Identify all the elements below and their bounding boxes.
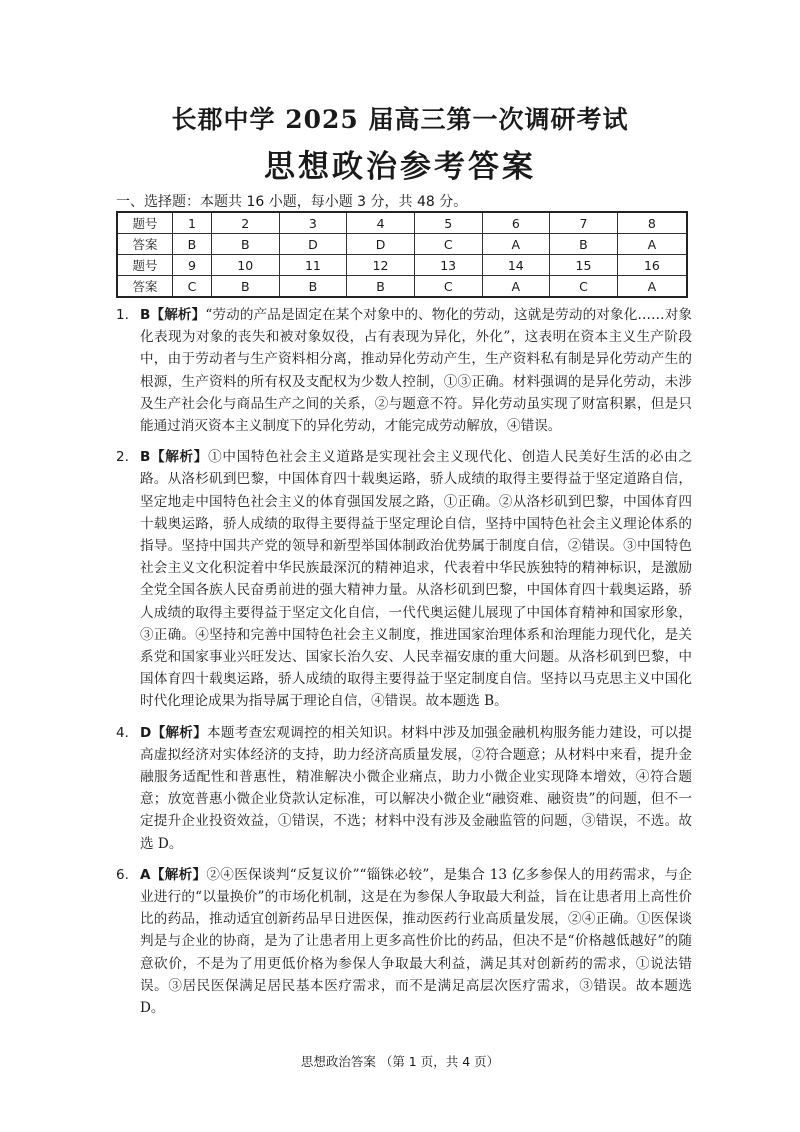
answer-letter: C (550, 276, 618, 298)
answer-letter: A (617, 276, 687, 298)
explanation-answer: A (140, 866, 151, 883)
answer-letter: D (279, 234, 347, 255)
question-number: 3 (279, 212, 347, 234)
answer-row-1 (117, 234, 687, 255)
exam-subtitle: 思想政治参考答案 (264, 149, 536, 185)
explanation-text: ①中国特色社会主义道路是实现社会主义现代化、创造人民美好生活的必由之路。从洛杉矶到巴黎，中国体育四十载奥运路，骄人成绩的取得主要得益于坚定道路自信，坚定地走中国特色社会主义的体育强国发展之路，①正确。②从洛杉矶到巴黎，中国体育四十载奥运路，骄人成绩的取得主要得益于坚定理论自信，坚持中国特色社会主义理论体系的指导。坚持中国共产党的领导和新型举国体制政治优势属于制度自信，②错误。③中国特色社会主义文化积淀着中华民族最深沉的精神追求，代表着中华民族独特的精神标识，是激励全党全国各族人民奋勇前进的强大精神力量。从洛杉矶到巴黎，中国体育四十载奥运路，骄人成绩的取得主要得益于坚定文化自信，一代代奥运健儿展现了中国体育精神和国家形象，③正确。④坚持和完善中国特色社会主义制度，推进国家治理体系和治理能力现代化，是关系党和国家事业兴旺发达、国家长治久安、人民幸福安康的重大问题。从洛杉矶到巴黎，中国体育四十载奥运路，骄人成绩的取得主要得益于坚定制度自信。坚持以马克思主义中国化时代化理论成果为指导属于理论自信，④错误。故本题选 B。 (140, 449, 693, 710)
explanation-item (116, 304, 692, 437)
explanation-tag: 【解析】 (151, 724, 208, 741)
question-number: 8 (617, 212, 687, 234)
question-number: 13 (414, 255, 482, 276)
explanation-tag: 【解析】 (150, 307, 206, 323)
question-number: 9 (173, 255, 212, 276)
question-row-label: 题号 (117, 255, 173, 276)
answer-letter: C (414, 276, 482, 298)
answer-letter: B (173, 234, 212, 255)
explanation-tag: 【解析】 (150, 449, 209, 466)
explanation-text: 本题考查宏观调控的相关知识。材料中涉及加强金融机构服务能力建设，可以提高虚拟经济对实体经济的支持，助力经济高质量发展，②符合题意；从材料中来看，提升金融服务适配性和普惠性，精准解决小微企业痛点，助力小微企业实现降本增效，④符合题意；放宽普惠小微企业贷款认定标准，可以解决小微企业“融资难、融资贵”的问题，但不一定提升企业投资效益，①错误，不选；材料中没有涉及金融监管的问题，③错误，不选。故选 D。 (140, 724, 693, 852)
question-number: 12 (347, 255, 415, 276)
explanation-number: 4. (116, 724, 129, 741)
explanation-answer: B (140, 449, 151, 466)
page-footer: 思想政治答案 （第 1 页，共 4 页） (300, 1054, 500, 1069)
explanation-item (116, 722, 692, 855)
section-heading: 一、选择题：本题共 16 小题，每小题 3 分，共 48 分。 (116, 194, 468, 210)
question-row-1 (117, 212, 687, 234)
question-number: 14 (482, 255, 550, 276)
question-number: 10 (211, 255, 279, 276)
question-number: 7 (550, 212, 618, 234)
answer-letter: B (550, 234, 618, 255)
explanation-number: 2. (116, 449, 129, 466)
explanation-text: ②④医保谈判“反复议价”“锱铢必较”，是集合 13 亿多参保人的用药需求，与企业进行的“以量换价”的市场化机制，这是在为参保人争取最大利益，旨在让患者用上高性价比的药品，推动适宜创新药品早日进医保，推动医药行业高质量发展，②④正确。①医保谈判是与企业的协商，是为了让患者用上更多高性价比的药品，但决不是“价格越低越好”的随意砍价，不是为了用更低价格为参保人争取最大利益，满足其对创新药的需求，①说法错误。③居民医保满足居民基本医疗需求，而不是满足高层次医疗需求，③错误。故本题选 D。 (140, 866, 692, 1017)
question-number: 11 (279, 255, 347, 276)
question-number: 16 (617, 255, 687, 276)
explanation-item (116, 864, 692, 1019)
answer-letter: B (279, 276, 347, 298)
answer-row-label: 答案 (117, 234, 173, 255)
question-number: 1 (173, 212, 212, 234)
question-number: 6 (482, 212, 550, 234)
explanation-number: 1. (116, 307, 129, 323)
question-number: 2 (211, 212, 279, 234)
answer-letter: A (482, 276, 550, 298)
answer-letter: A (482, 234, 550, 255)
question-number: 15 (550, 255, 618, 276)
answer-table (116, 211, 688, 298)
answer-letter: C (414, 234, 482, 255)
explanation-item (116, 446, 692, 712)
exam-title: 长郡中学 2025 届高三第一次调研考试 (171, 105, 629, 134)
answer-letter: A (617, 234, 687, 255)
explanation-number: 6. (116, 866, 129, 883)
explanation-tag: 【解析】 (150, 866, 207, 883)
question-row-2 (117, 255, 687, 276)
answer-row-2 (117, 276, 687, 298)
question-number: 5 (414, 212, 482, 234)
question-row-label: 题号 (117, 212, 173, 234)
explanation-text: “劳动的产品是固定在某个对象中的、物化的劳动，这就是劳动的对象化……对象化表现为对象的丧失和被对象奴役，占有表现为异化，外化”，这表明在资本主义生产阶段中，由于劳动者与生产资料相分离，推动异化劳动产生，生产资料私有制是异化劳动产生的根源，生产资料的所有权及支配权为少数人控制，①③正确。材料强调的是异化劳动，未涉及生产社会化与商品生产之间的关系，②与题意不符。异化劳动虽实现了财富积累，但是只能通过消灭资本主义制度下的异化劳动，才能完成劳动解放，④错误。 (140, 307, 693, 435)
explanation-answer: B (140, 307, 151, 323)
explanation-answer: D (140, 724, 152, 741)
answer-letter: C (173, 276, 212, 298)
answer-letter: B (211, 276, 279, 298)
answer-letter: B (347, 276, 415, 298)
answer-letter: B (211, 234, 279, 255)
answer-row-label: 答案 (117, 276, 173, 298)
explanation-list (116, 304, 692, 1028)
question-number: 4 (347, 212, 415, 234)
answer-letter: D (347, 234, 415, 255)
